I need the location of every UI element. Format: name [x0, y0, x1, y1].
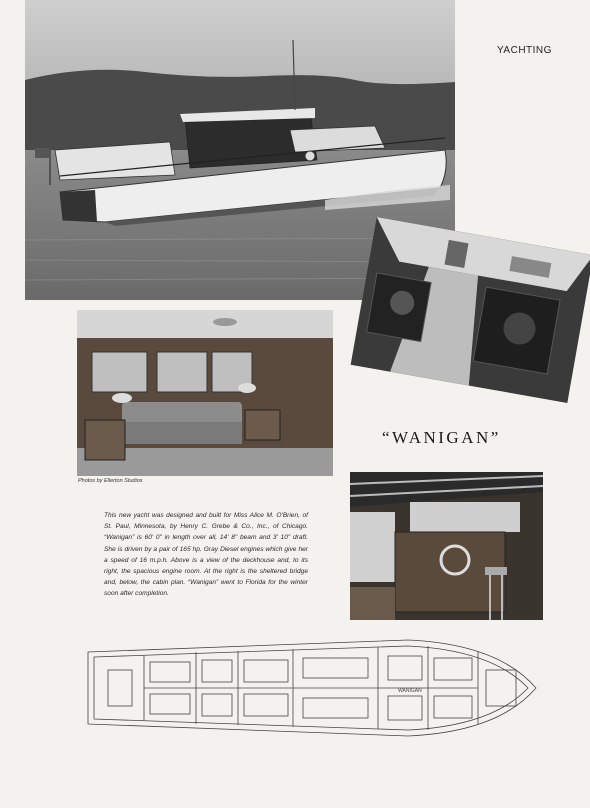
hull-name-label: WANIGAN [398, 688, 422, 694]
engine-room-photo [351, 217, 590, 403]
deckhouse-photo [77, 310, 333, 476]
cabin-plan-drawing [78, 630, 538, 745]
photo-caption: This new yacht was designed and built for Miss Alice M. O'Brien, of St. Paul, Minnesota, by Henry C. Grebe & Co., Inc., of Chicago. “Wanigan” is 60' 0" in length over all, 14' 8" beam and 3' 10" draft. She is driven by a pair of 165 hp. Gray Diesel engines which give her a speed of 16 m.p.h. Above is a view of the deckhouse and, to its right, the spacious engine room. At the right is the sheltered bridge and, below, the cabin plan. “Wanigan” went to Florida for the winter soon after completion. [104, 512, 308, 598]
bridge-photo [350, 472, 543, 620]
boat-name-heading: “WANIGAN” [382, 428, 501, 447]
photo-credit: Photos by Ellerton Studios [78, 478, 143, 484]
section-label: YACHTING [497, 45, 552, 56]
